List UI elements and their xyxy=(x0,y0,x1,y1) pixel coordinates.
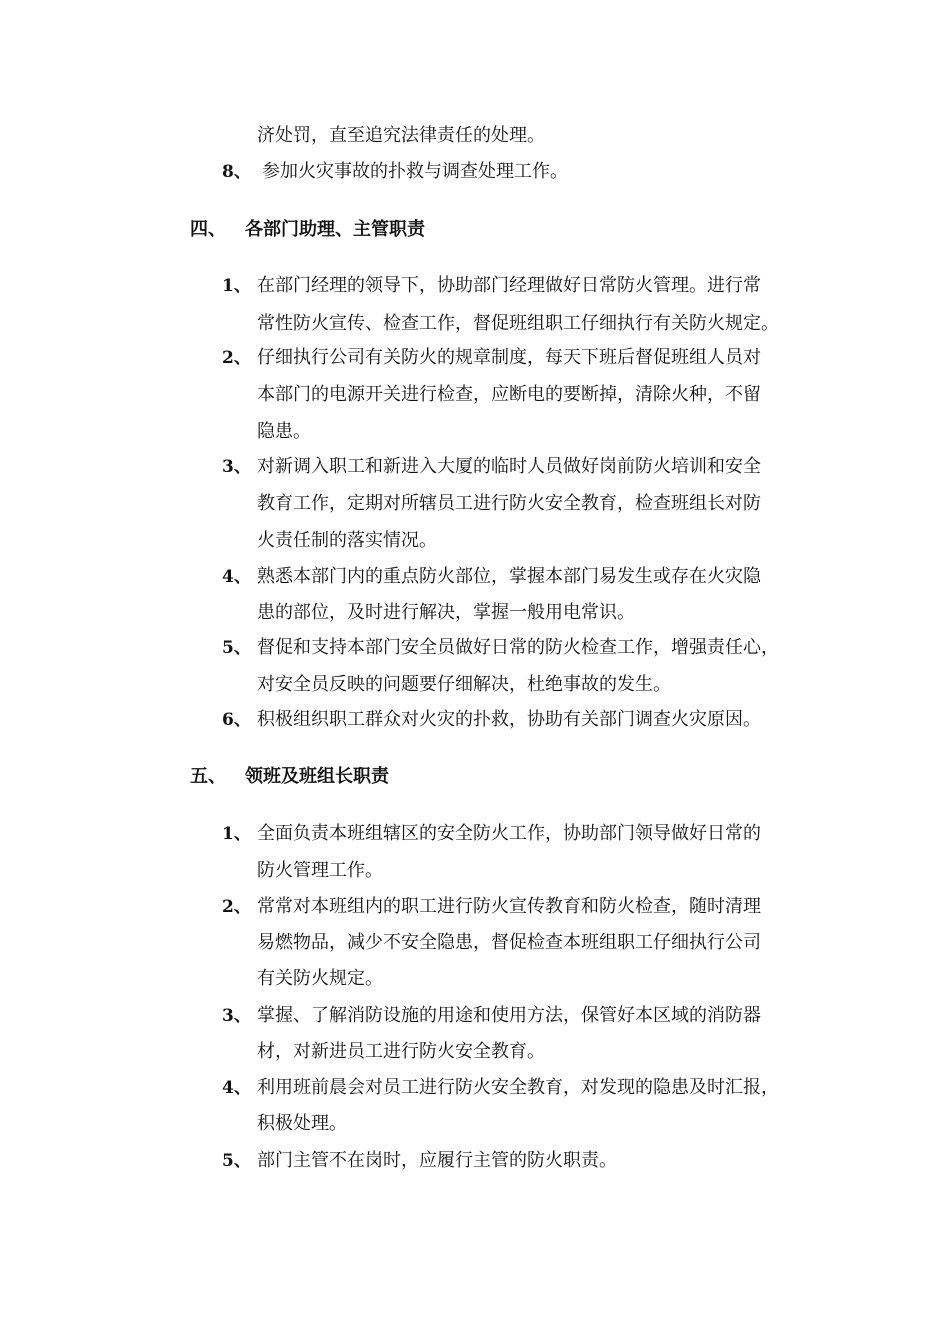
item-line: 对安全员反映的问题要仔细解决，杜绝事故的发生。 xyxy=(257,674,671,695)
section-number: 四、 xyxy=(190,219,226,240)
item-line: 部门主管不在岗时，应履行主管的防火职责。 xyxy=(257,1150,617,1171)
item-line: 积极组织职工群众对火灾的扑救，协助有关部门调查火灾原因。 xyxy=(257,709,761,730)
item-line: 对新调入职工和新进入大厦的临时人员做好岗前防火培训和安全 xyxy=(257,456,761,477)
item-number: 3、 xyxy=(222,1006,251,1026)
continuation-line: 济处罚，直至追究法律责任的处理。 xyxy=(257,125,545,146)
item-number: 4、 xyxy=(222,567,251,587)
item-line: 常常对本班组内的职工进行防火宣传教育和防火检查，随时清理 xyxy=(257,896,761,917)
item-line: 教育工作，定期对所辖员工进行防火安全教育，检查班组长对防 xyxy=(257,493,761,514)
item-number: 3、 xyxy=(222,457,251,477)
item-number: 2、 xyxy=(222,348,251,368)
item-line: 常性防火宣传、检查工作，督促班组职工仔细执行有关防火规定。 xyxy=(257,313,779,334)
item-line: 积极处理。 xyxy=(257,1113,347,1134)
item-number: 5、 xyxy=(222,638,251,658)
item-line: 防火管理工作。 xyxy=(257,860,383,881)
item-line: 有关防火规定。 xyxy=(257,968,383,989)
item-number: 5、 xyxy=(222,1151,251,1171)
item-line: 利用班前晨会对员工进行防火安全教育，对发现的隐患及时汇报， xyxy=(257,1077,779,1098)
item-line: 隐患。 xyxy=(257,421,311,442)
item-number: 4、 xyxy=(222,1078,251,1098)
item-number: 2、 xyxy=(222,897,251,917)
item-number: 1、 xyxy=(222,824,251,844)
item-text: 参加火灾事故的扑救与调查处理工作。 xyxy=(262,161,568,182)
item-line: 本部门的电源开关进行检查，应断电的要断掉，清除火种，不留 xyxy=(257,384,761,405)
item-line: 在部门经理的领导下，协助部门经理做好日常防火管理。进行常 xyxy=(257,275,761,296)
item-number: 1、 xyxy=(222,276,251,296)
item-line: 仔细执行公司有关防火的规章制度，每天下班后督促班组人员对 xyxy=(257,347,761,368)
item-line: 材，对新进员工进行防火安全教育。 xyxy=(257,1041,545,1062)
item-line: 火责任制的落实情况。 xyxy=(257,530,437,551)
item-line: 全面负责本班组辖区的安全防火工作，协助部门领导做好日常的 xyxy=(257,823,761,844)
section-title: 领班及班组长职责 xyxy=(245,766,389,787)
item-line: 督促和支持本部门安全员做好日常的防火检查工作，增强责任心， xyxy=(257,637,779,658)
item-number: 8、 xyxy=(222,162,251,182)
item-number: 6、 xyxy=(222,710,251,730)
item-line: 熟悉本部门内的重点防火部位，掌握本部门易发生或存在火灾隐 xyxy=(257,566,761,587)
section-number: 五、 xyxy=(190,766,226,787)
item-line: 易燃物品，减少不安全隐患，督促检查本班组职工仔细执行公司 xyxy=(257,932,761,953)
item-line: 患的部位，及时进行解决，掌握一般用电常识。 xyxy=(257,602,635,623)
section-title: 各部门助理、主管职责 xyxy=(245,219,425,240)
item-line: 掌握、了解消防设施的用途和使用方法，保管好本区域的消防器 xyxy=(257,1005,761,1026)
